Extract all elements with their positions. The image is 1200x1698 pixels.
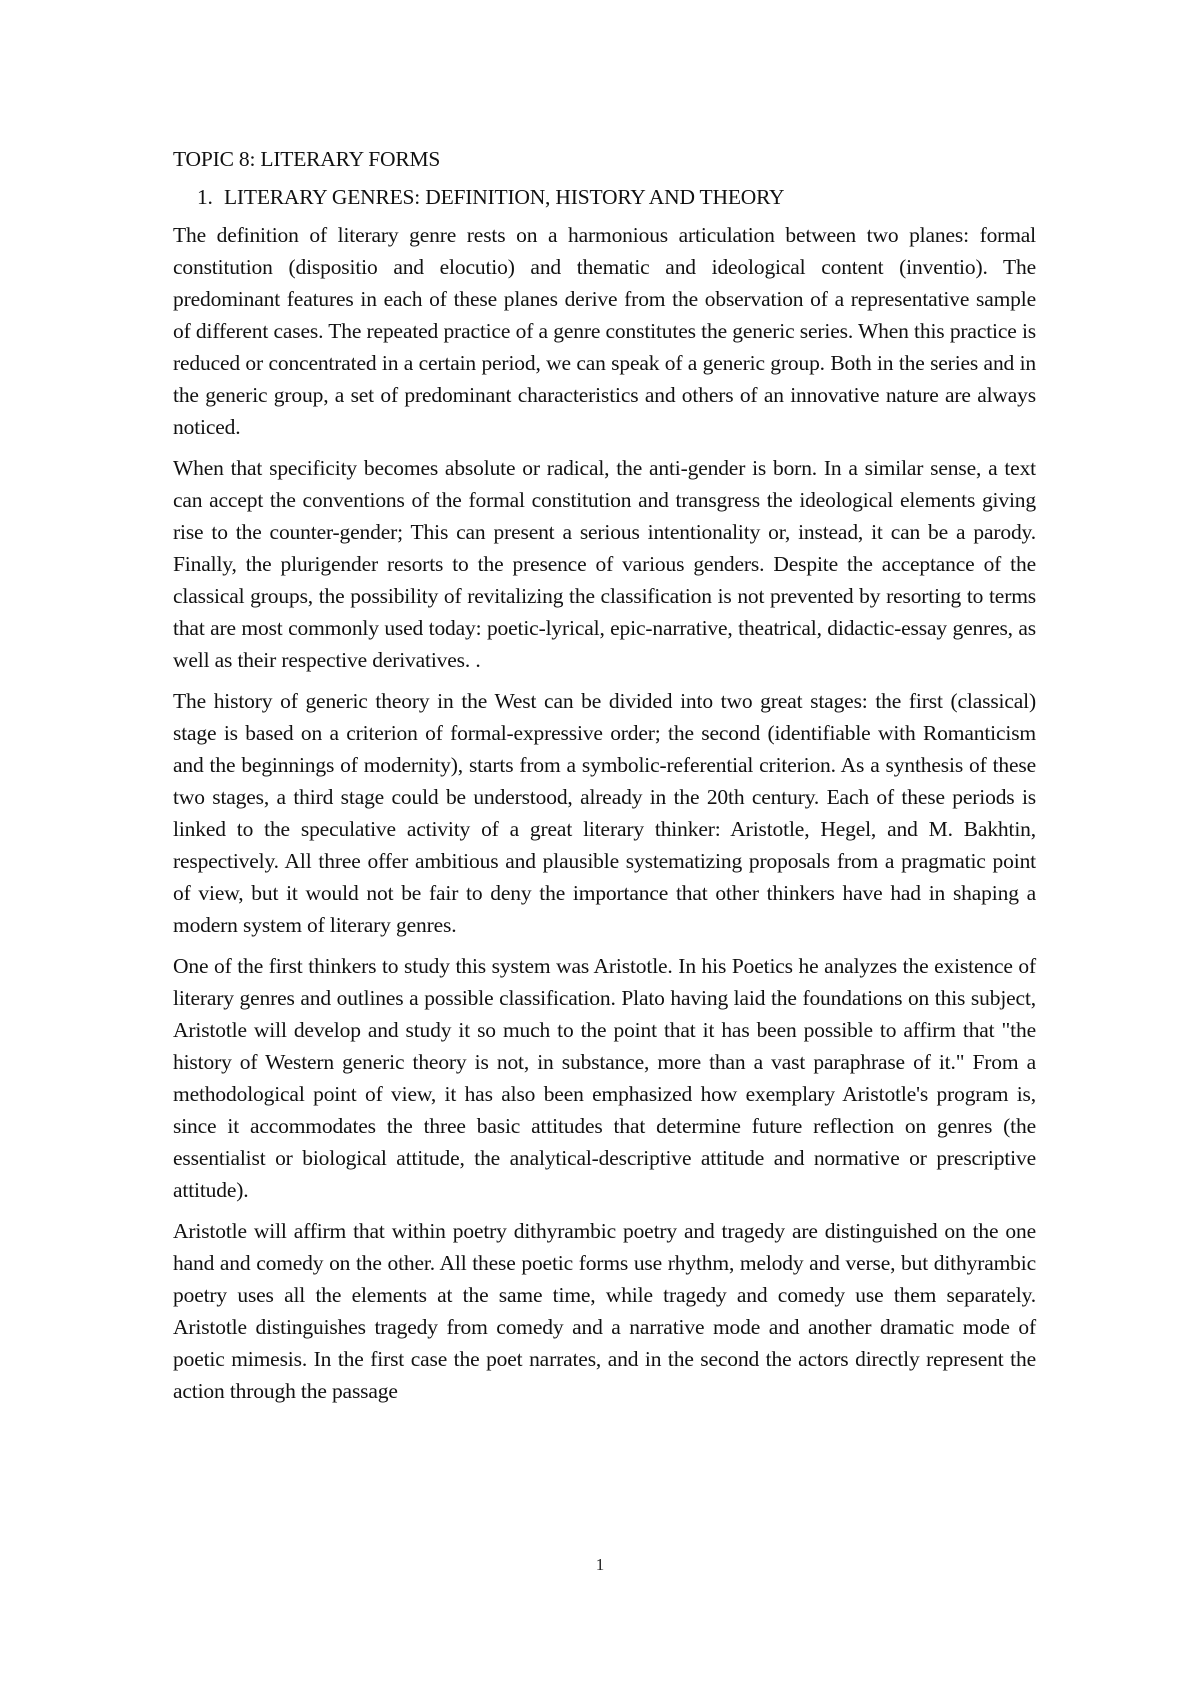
section-title: LITERARY GENRES: DEFINITION, HISTORY AND THEORY <box>224 185 785 209</box>
topic-title: TOPIC 8: LITERARY FORMS <box>173 147 441 171</box>
paragraph-aristotle-modes: Aristotle will affirm that within poetry dithyrambic poetry and tragedy are distinguished on the one hand and comedy on the other. All these poetic forms use rhythm, melody and verse, but dithyrambic poetry uses all the elements at the same time, while tragedy and comedy use them separately. Aristotle distinguishes tragedy from comedy and a narrative mode and another dramatic mode of poetic mimesis. In the first case the poet narrates, and in the second the actors directly represent the action through the passage <box>173 1219 1036 1403</box>
page-number: 1 <box>595 1555 605 1574</box>
paragraph-history: The history of generic theory in the West can be divided into two great stages: the first (classical) stage is based on a criterion of formal-expressive order; the second (identifiable with Romanticism and the beginnings of modernity), starts from a symbolic-referential criterion. As a synthesis of these two stages, a third stage could be understood, already in the 20th century. Each of these periods is linked to the speculative activity of a great literary thinker: Aristotle, Hegel, and M. Bakhtin, respectively. All three offer ambitious and plausible systematizing proposals from a pragmatic point of view, but it would not be fair to deny the importance that other thinkers have had in shaping a modern system of literary genres. <box>173 689 1036 937</box>
page-content <box>173 143 1036 1416</box>
section-number: 1. <box>197 185 213 209</box>
paragraph-definition: The definition of literary genre rests on a harmonious articulation between two planes: formal constitution (dispositio and elocutio) and thematic and ideological content (inventio). The predominant features in each of these planes derive from the observation of a representative sample of different cases. The repeated practice of a genre constitutes the generic series. When this practice is reduced or concentrated in a certain period, we can speak of a generic group. Both in the series and in the generic group, a set of predominant characteristics and others of an innovative nature are always noticed. <box>173 223 1036 439</box>
paragraph-aristotle-poetics: One of the first thinkers to study this system was Aristotle. In his Poetics he analyzes the existence of literary genres and outlines a possible classification. Plato having laid the foundations on this subject, Aristotle will develop and study it so much to the point that it has been possible to affirm that "the history of Western generic theory is not, in substance, more than a vast paraphrase of it." From a methodological point of view, it has also been emphasized how exemplary Aristotle's program is, since it accommodates the three basic attitudes that determine future reflection on genres (the essentialist or biological attitude, the analytical-descriptive attitude and normative or prescriptive attitude). <box>173 954 1036 1202</box>
section-heading <box>173 181 1036 213</box>
paragraph-anti-gender: When that specificity becomes absolute or radical, the anti-gender is born. In a similar sense, a text can accept the conventions of the formal constitution and transgress the ideological elements giving rise to the counter-gender; This can present a serious intentionality or, instead, it can be a parody. Finally, the plurigender resorts to the presence of various genders. Despite the acceptance of the classical groups, the possibility of revitalizing the classification is not prevented by resorting to terms that are most commonly used today: poetic-lyrical, epic-narrative, theatrical, didactic-essay genres, as well as their respective derivatives. . <box>173 456 1036 672</box>
